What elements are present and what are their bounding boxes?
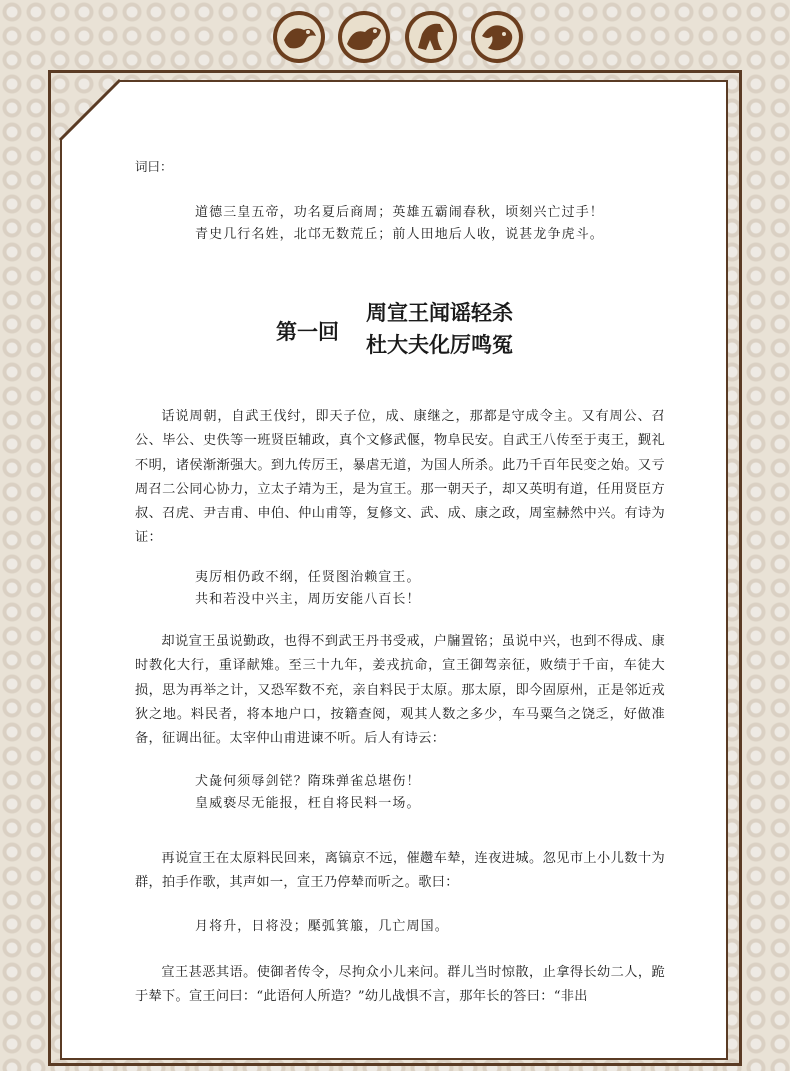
poem-line: 月将升，日将没；檿弧箕箙，几亡周国。 <box>195 919 449 934</box>
ci-label: 词曰： <box>135 159 173 174</box>
paragraph-text: 宣王甚恶其语。使御者传令，尽拘众小儿来问。群儿当时惊散，止拿得长幼二人，跪于辇下。宣王问曰：“此语何人所造？”幼儿战惧不言，那年长的答曰：“非出 <box>135 965 665 1005</box>
poem-line: 皇威亵尽无能报，枉自将民料一场。 <box>195 796 421 811</box>
paragraph-text: 却说宣王虽说勤政，也得不到武王丹书受戒，户牖置铭；虽说中兴，也到不得成、康时教化大行，重译献雉。至三十九年，姜戎抗命，宣王御驾亲征，败绩于千亩，车徒大损，思为再举之计，又恐军数不充，亲自料民于太原。那太原，即今固原州，正是邻近戎狄之地。料民者，将本地户口，按籍查阅，观其人数之多少，车马粟刍之饶乏，好做准备，征调出征。太宰仲山甫进谏不听。后人有诗云： <box>135 634 665 747</box>
poem-line: 犬彘何须辱剑铓？隋珠弹雀总堪伤！ <box>195 774 421 789</box>
paragraph <box>135 847 665 896</box>
chapter-title-line: 周宣王闻谣轻杀 <box>366 301 513 325</box>
chapter-title-line: 杜大夫化厉鸣冤 <box>366 333 513 357</box>
paragraph <box>135 630 665 751</box>
chapter-title <box>366 297 513 361</box>
paragraph <box>135 405 665 551</box>
poem-line: 共和若没中兴主，周历安能八百长！ <box>195 592 421 607</box>
poem-line: 夷厉相仍政不纲，任贤图治赖宣王。 <box>195 570 421 585</box>
poem <box>195 771 421 815</box>
poem <box>195 567 421 611</box>
poem-line: 道德三皇五帝，功名夏后商周；英雄五霸闹春秋，顷刻兴亡过手！ <box>195 205 604 220</box>
opening-poem <box>195 202 604 246</box>
poem-line: 青史几行名姓，北邙无数荒丘；前人田地后人收，说甚龙争虎斗。 <box>195 227 604 242</box>
poem <box>195 916 449 938</box>
paragraph-text: 再说宣王在太原料民回来，离镐京不远，催趱车辇，连夜进城。忽见市上小儿数十为群，拍手作歌，其声如一，宣王乃停辇而听之。歌曰： <box>135 851 665 891</box>
chapter-number: 第一回 <box>276 320 339 344</box>
paragraph <box>135 961 665 1010</box>
paragraph-text: 话说周朝，自武王伐纣，即天子位，成、康继之，那都是守成令主。又有周公、召公、毕公、史佚等一班贤臣辅政，真个文修武偃，物阜民安。自武王八传至于夷王，觐礼不明，诸侯渐渐强大。到九传厉王，暴虐无道，为国人所杀。此乃千百年民变之始。又亏周召二公同心协力，立太子靖为王，是为宣王。那一朝天子，却又英明有道，任用贤臣方叔、召虎、尹吉甫、申伯、仲山甫等，复修文、武、成、康之政，周室赫然中兴。有诗为证： <box>135 409 665 546</box>
